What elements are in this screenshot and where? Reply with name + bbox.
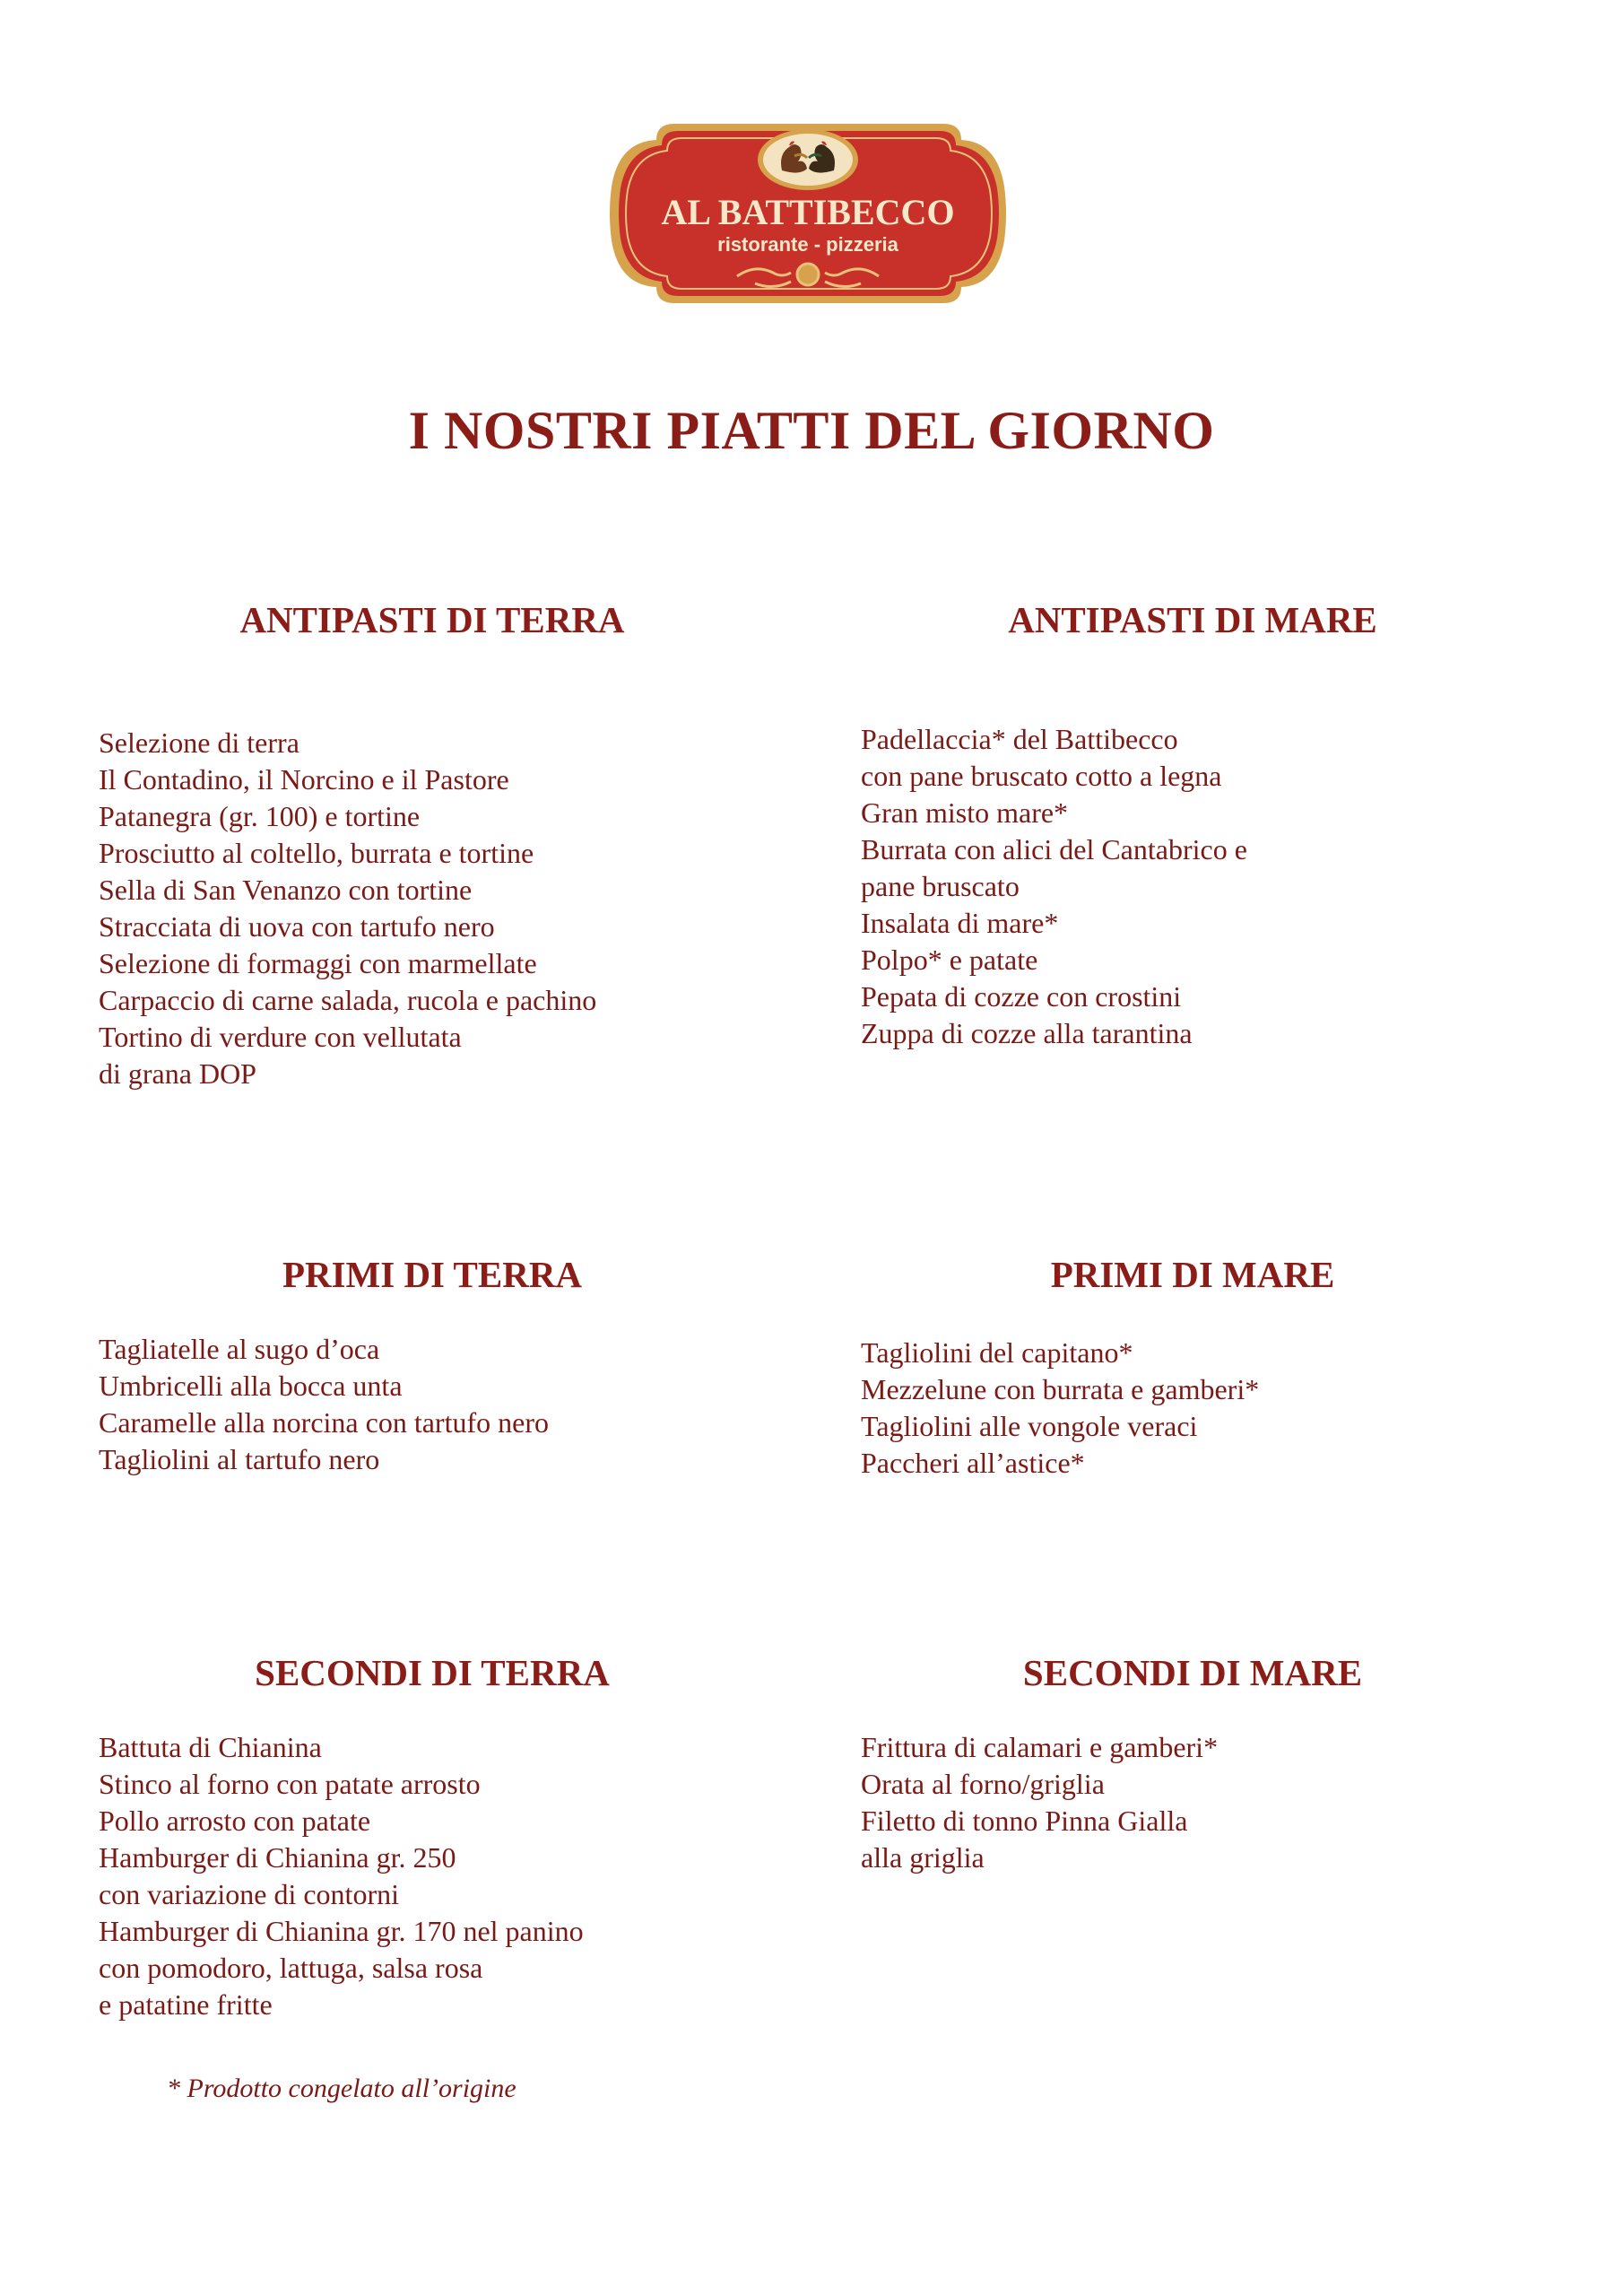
menu-item: Carpaccio di carne salada, rucola e pachino [99, 984, 597, 1016]
menu-list [99, 1331, 800, 1478]
menu-item: con variazione di contorni [99, 1878, 399, 1910]
menu-item: Tortino di verdure con vellutata [99, 1021, 462, 1053]
menu-item: Polpo* e patate [861, 944, 1038, 976]
menu-item: Paccheri all’astice* [861, 1447, 1085, 1479]
menu-item: Tagliolini alle vongole veraci [861, 1410, 1198, 1442]
menu-item: Gran misto mare* [861, 796, 1069, 829]
menu-list [99, 725, 800, 1092]
menu-item: e patatine fritte [99, 1988, 273, 2021]
section-heading: SECONDI DI MARE [1022, 1652, 1363, 1693]
menu-item: Padellaccia* del Battibecco [861, 723, 1178, 755]
menu-item: Frittura di calamari e gamberi* [861, 1731, 1219, 1763]
menu-list [861, 1335, 1560, 1482]
menu-item: Patanegra (gr. 100) e tortine [99, 800, 421, 832]
section-primi-mare [825, 1252, 1560, 1482]
section-heading: PRIMI DI MARE [1050, 1254, 1335, 1295]
menu-item: Stracciata di uova con tartufo nero [99, 910, 495, 943]
section-antipasti-terra [65, 597, 800, 1092]
footnote: * Prodotto congelato all’origine [167, 2074, 516, 2103]
menu-item: con pane bruscato cotto a legna [861, 760, 1222, 792]
menu-item: Zuppa di cozze alla tarantina [861, 1017, 1193, 1049]
menu-item: Filetto di tonno Pinna Gialla [861, 1805, 1188, 1837]
restaurant-logo [603, 115, 1013, 314]
logo-tagline: ristorante - pizzeria [717, 233, 898, 256]
menu-item: Pepata di cozze con crostini [861, 980, 1182, 1013]
menu-item: Tagliatelle al sugo d’oca [99, 1333, 380, 1365]
menu-list [861, 721, 1560, 1052]
menu-list [861, 1729, 1560, 1876]
menu-item: Pollo arrosto con patate [99, 1805, 371, 1837]
section-heading: ANTIPASTI DI MARE [1008, 599, 1377, 640]
menu-list [99, 1729, 800, 2023]
menu-item: alla griglia [861, 1841, 985, 1874]
menu-item: Stinco al forno con patate arrosto [99, 1768, 481, 1800]
menu-item: Mezzelune con burrata e gamberi* [861, 1373, 1260, 1405]
section-secondi-terra [65, 1650, 800, 2023]
logo-name: AL BATTIBECCO [661, 192, 955, 232]
section-primi-terra [65, 1252, 800, 1478]
section-heading: PRIMI DI TERRA [282, 1254, 583, 1295]
section-antipasti-mare [825, 597, 1560, 1052]
menu-item: Hamburger di Chianina gr. 170 nel panino [99, 1915, 584, 1947]
section-secondi-mare [825, 1650, 1560, 1876]
menu-item: Caramelle alla norcina con tartufo nero [99, 1406, 549, 1439]
menu-item: Orata al forno/griglia [861, 1768, 1105, 1800]
medallion [763, 134, 853, 186]
menu-item: Insalata di mare* [861, 907, 1059, 939]
menu-item: con pomodoro, lattuga, salsa rosa [99, 1952, 483, 1984]
section-heading: SECONDI DI TERRA [255, 1652, 610, 1693]
menu-item: Il Contadino, il Norcino e il Pastore [99, 763, 509, 796]
menu-item: Burrata con alici del Cantabrico e [861, 833, 1247, 865]
menu-item: pane bruscato [861, 870, 1020, 902]
menu-item: Umbricelli alla bocca unta [99, 1370, 403, 1402]
menu-item: Hamburger di Chianina gr. 250 [99, 1841, 456, 1874]
menu-item: Selezione di formaggi con marmellate [99, 947, 537, 979]
logo-emblem [603, 115, 1013, 314]
menu-item: di grana DOP [99, 1057, 256, 1090]
section-heading: ANTIPASTI DI TERRA [239, 599, 625, 640]
menu-item: Prosciutto al coltello, burrata e tortine [99, 837, 534, 869]
menu-item: Selezione di terra [99, 726, 299, 759]
menu-item: Battuta di Chianina [99, 1731, 322, 1763]
menu-item: Tagliolini del capitano* [861, 1336, 1133, 1369]
page-title: I NOSTRI PIATTI DEL GIORNO [408, 401, 1215, 460]
menu-item: Tagliolini al tartufo nero [99, 1443, 380, 1475]
menu-item: Sella di San Venanzo con tortine [99, 874, 473, 906]
